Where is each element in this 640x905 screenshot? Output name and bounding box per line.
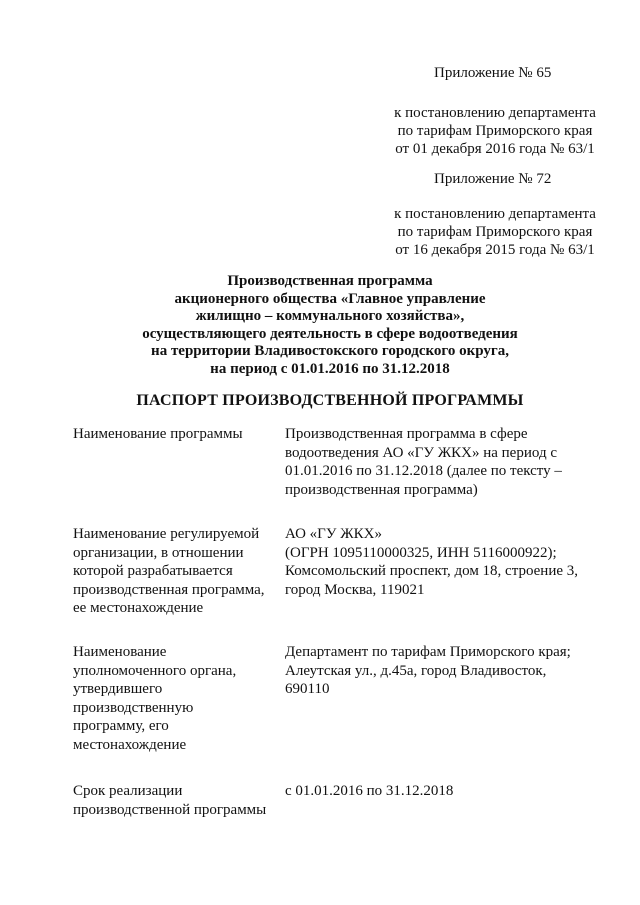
value-line: Алеутская ул., д.45а, город Владивосток, [285, 662, 547, 679]
appendix-72-title: Приложение № 72 [434, 171, 552, 187]
appendix-72-ref-line: от 16 декабря 2015 года № 63/1 [395, 242, 595, 258]
label-line: уполномоченного органа, [73, 662, 237, 679]
value-line: Комсомольский проспект, дом 18, строение 3, [285, 563, 579, 579]
value-line: производственная программа) [285, 481, 478, 498]
passport-row-value [285, 425, 585, 499]
label-line: производственная программа, [73, 581, 265, 598]
appendix-65-ref-line: к постановлению департамента [394, 105, 596, 121]
label-line: организации, в отношении [73, 544, 244, 561]
label-line: которой разрабатывается [73, 563, 233, 579]
label-line: Наименование программы [73, 426, 243, 442]
label-line: программу, его [73, 718, 169, 734]
passport-row-value [285, 525, 585, 618]
program-title-line: жилищно – коммунального хозяйства», [195, 308, 465, 324]
appendix-72-ref-line: по тарифам Приморского края [397, 224, 593, 240]
label-line: местонахождение [73, 736, 187, 753]
passport-row-label [73, 643, 285, 754]
passport-row-organization [73, 525, 585, 618]
label-line: Срок реализации [73, 783, 183, 799]
passport-row-label [73, 525, 285, 618]
program-title-line: на период с 01.01.2016 по 31.12.2018 [210, 360, 450, 377]
label-line: производственную [73, 699, 194, 716]
program-title-line: акционерного общества «Главное управление [174, 290, 486, 307]
passport-row-label [73, 782, 285, 819]
value-line: 01.01.2016 по 31.12.2018 (далее по тексту – [285, 463, 562, 479]
value-line: с 01.01.2016 по 31.12.2018 [285, 783, 454, 799]
label-line: Наименование регулируемой [73, 526, 260, 542]
value-line: Департамент по тарифам Приморского края; [285, 644, 571, 660]
passport-row-value [285, 643, 585, 754]
passport-row-period [73, 782, 585, 819]
program-title [60, 273, 600, 378]
passport-row-label [73, 425, 285, 499]
label-line: утвердившего [73, 681, 163, 697]
program-title-line: осуществляющего деятельность в сфере водоотведения [142, 325, 518, 342]
program-title-line: на территории Владивостокского городского округа, [151, 343, 509, 359]
value-line: АО «ГУ ЖКХ» [285, 526, 382, 542]
value-line: город Москва, 119021 [285, 581, 425, 598]
passport-row-program-name [73, 425, 585, 499]
passport-row-authority [73, 643, 585, 754]
appendix-72-ref-line: к постановлению департамента [394, 206, 596, 222]
appendix-65-ref-line: по тарифам Приморского края [397, 123, 593, 139]
label-line: производственной программы [73, 801, 267, 818]
appendix-65-title: Приложение № 65 [434, 65, 552, 81]
appendix-72-reference [385, 205, 605, 259]
label-line: Наименование [73, 644, 167, 660]
passport-heading: ПАСПОРТ ПРОИЗВОДСТВЕННОЙ ПРОГРАММЫ [136, 392, 524, 409]
label-line: ее местонахождение [73, 600, 204, 616]
value-line: 690110 [285, 681, 330, 697]
appendix-65-reference [385, 104, 605, 158]
appendix-65-ref-line: от 01 декабря 2016 года № 63/1 [395, 141, 595, 157]
value-line: (ОГРН 1095110000325, ИНН 5116000922); [285, 544, 557, 561]
passport-row-value [285, 782, 585, 819]
value-line: водоотведения АО «ГУ ЖКХ» на период с [285, 444, 557, 461]
program-title-line: Производственная программа [227, 273, 433, 289]
value-line: Производственная программа в сфере [285, 426, 528, 442]
